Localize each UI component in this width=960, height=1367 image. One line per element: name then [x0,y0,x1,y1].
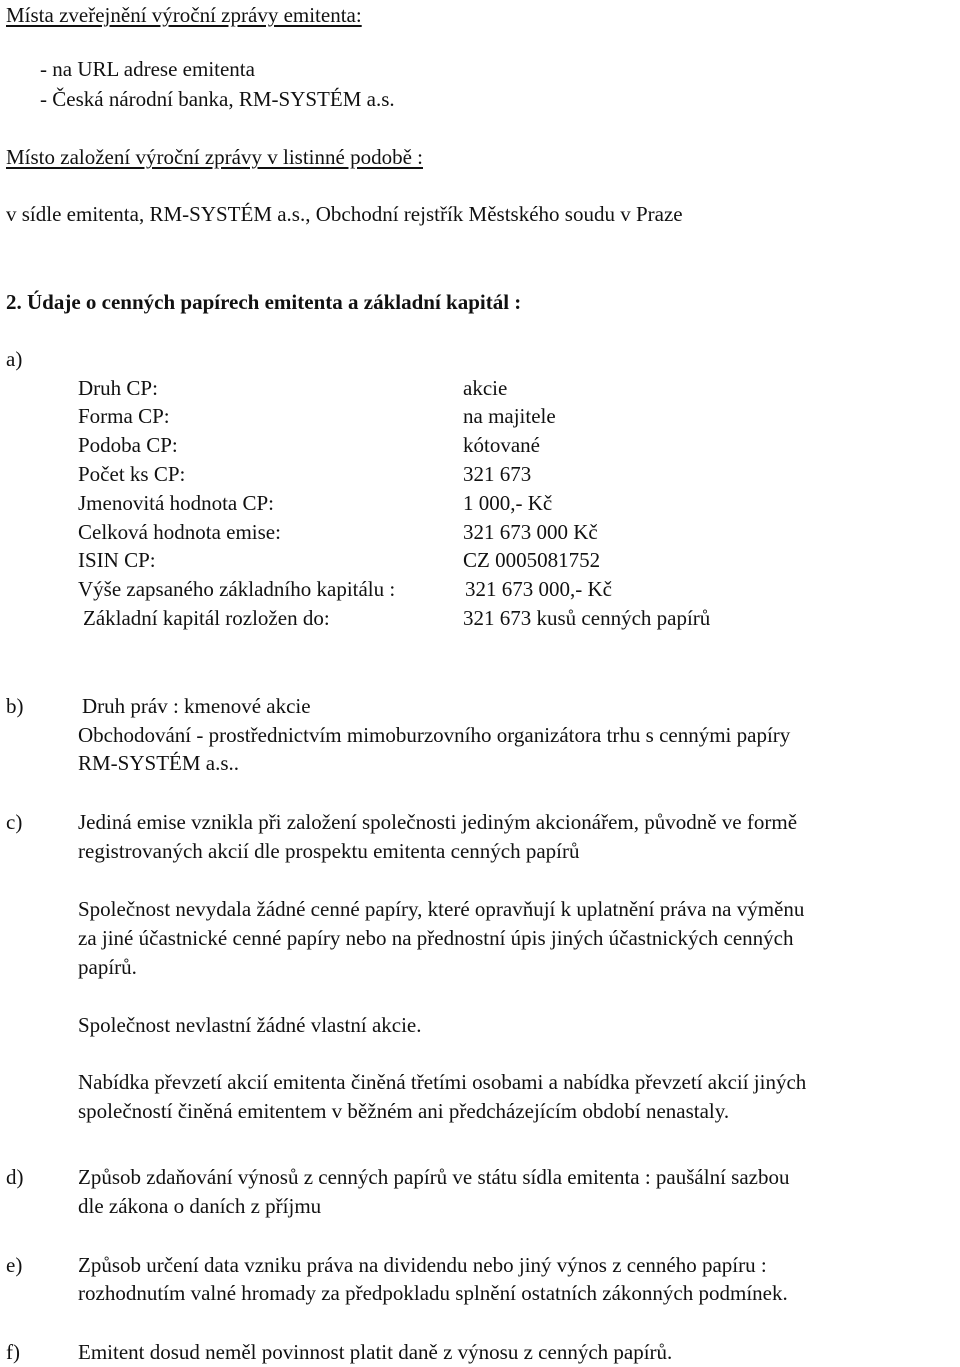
row-label: Podoba CP: [78,433,178,457]
section-letter: d) [6,1165,24,1189]
row-label: Počet ks CP: [78,462,186,486]
row-value: na majitele [463,404,556,428]
publication-place-item: - na URL adrese emitenta [40,57,255,81]
section-letter: c) [6,810,23,834]
row-value: kótované [463,433,540,457]
row-value: akcie [463,376,508,400]
section-heading: 2. Údaje o cenných papírech emitenta a základní kapitál : [6,290,522,314]
row-label: Forma CP: [78,404,170,428]
section-letter: a) [6,347,23,371]
paragraph-line: společností činěná emitentem v běžném ani předcházejícím období nenastaly. [78,1099,730,1123]
row-label: ISIN CP: [78,548,156,572]
paragraph-line: Způsob určení data vzniku práva na dividendu nebo jiný výnos z cenného papíru : [78,1253,767,1277]
publication-places-title: Místa zveřejnění výroční zprávy emitenta: [6,3,362,27]
paragraph-line: Jediná emise vznikla při založení společnosti jediným akcionářem, původně ve formě [78,810,798,834]
row-label: Výše zapsaného základního kapitálu : [78,577,396,601]
paragraph-line: Emitent dosud neměl povinnost platit daně z výnosu z cenných papírů. [78,1340,673,1364]
row-label: Základní kapitál rozložen do: [83,606,330,630]
paragraph-line: Způsob zdaňování výnosů z cenných papírů ve státu sídla emitenta : paušální sazbou [78,1165,790,1189]
row-label: Jmenovitá hodnota CP: [78,491,274,515]
row-value: 321 673 kusů cenných papírů [463,606,711,630]
paragraph-line: Nabídka převzetí akcií emitenta činěná třetími osobami a nabídka převzetí akcií jiných [78,1070,807,1094]
row-value: 321 673 000 Kč [463,520,598,544]
row-value: 321 673 000,- Kč [465,577,612,601]
row-value: 321 673 [463,462,532,486]
paragraph-line: registrovaných akcií dle prospektu emitenta cenných papírů [78,839,580,863]
row-value: CZ 0005081752 [463,548,601,572]
paragraph-line: Společnost nevlastní žádné vlastní akcie. [78,1013,422,1037]
section-letter: f) [6,1340,20,1364]
filing-place-title: Místo založení výroční zprávy v listinné podobě : [6,145,423,169]
section-letter: e) [6,1253,23,1277]
row-label: Celková hodnota emise: [78,520,281,544]
row-label: Druh CP: [78,376,158,400]
paragraph-line: Společnost nevydala žádné cenné papíry, které opravňují k uplatnění práva na výměnu [78,897,805,921]
rights-type: Druh práv : kmenové akcie [82,694,311,718]
publication-place-item: - Česká národní banka, RM-SYSTÉM a.s. [40,87,395,111]
trading-text: Obchodování - prostřednictvím mimoburzovního organizátora trhu s cennými papíry [78,723,791,747]
paragraph-line: papírů. [78,955,137,979]
paragraph-line: za jiné účastnické cenné papíry nebo na přednostní úpis jiných účastnických cenných [78,926,794,950]
paragraph-line: dle zákona o daních z příjmu [78,1194,322,1218]
row-value: 1 000,- Kč [463,491,553,515]
filing-place-text: v sídle emitenta, RM-SYSTÉM a.s., Obchodní rejstřík Městského soudu v Praze [6,202,683,226]
trading-text: RM-SYSTÉM a.s.. [78,751,240,775]
section-letter: b) [6,694,24,718]
paragraph-line: rozhodnutím valné hromady za předpokladu splnění ostatních zákonných podmínek. [78,1281,788,1305]
